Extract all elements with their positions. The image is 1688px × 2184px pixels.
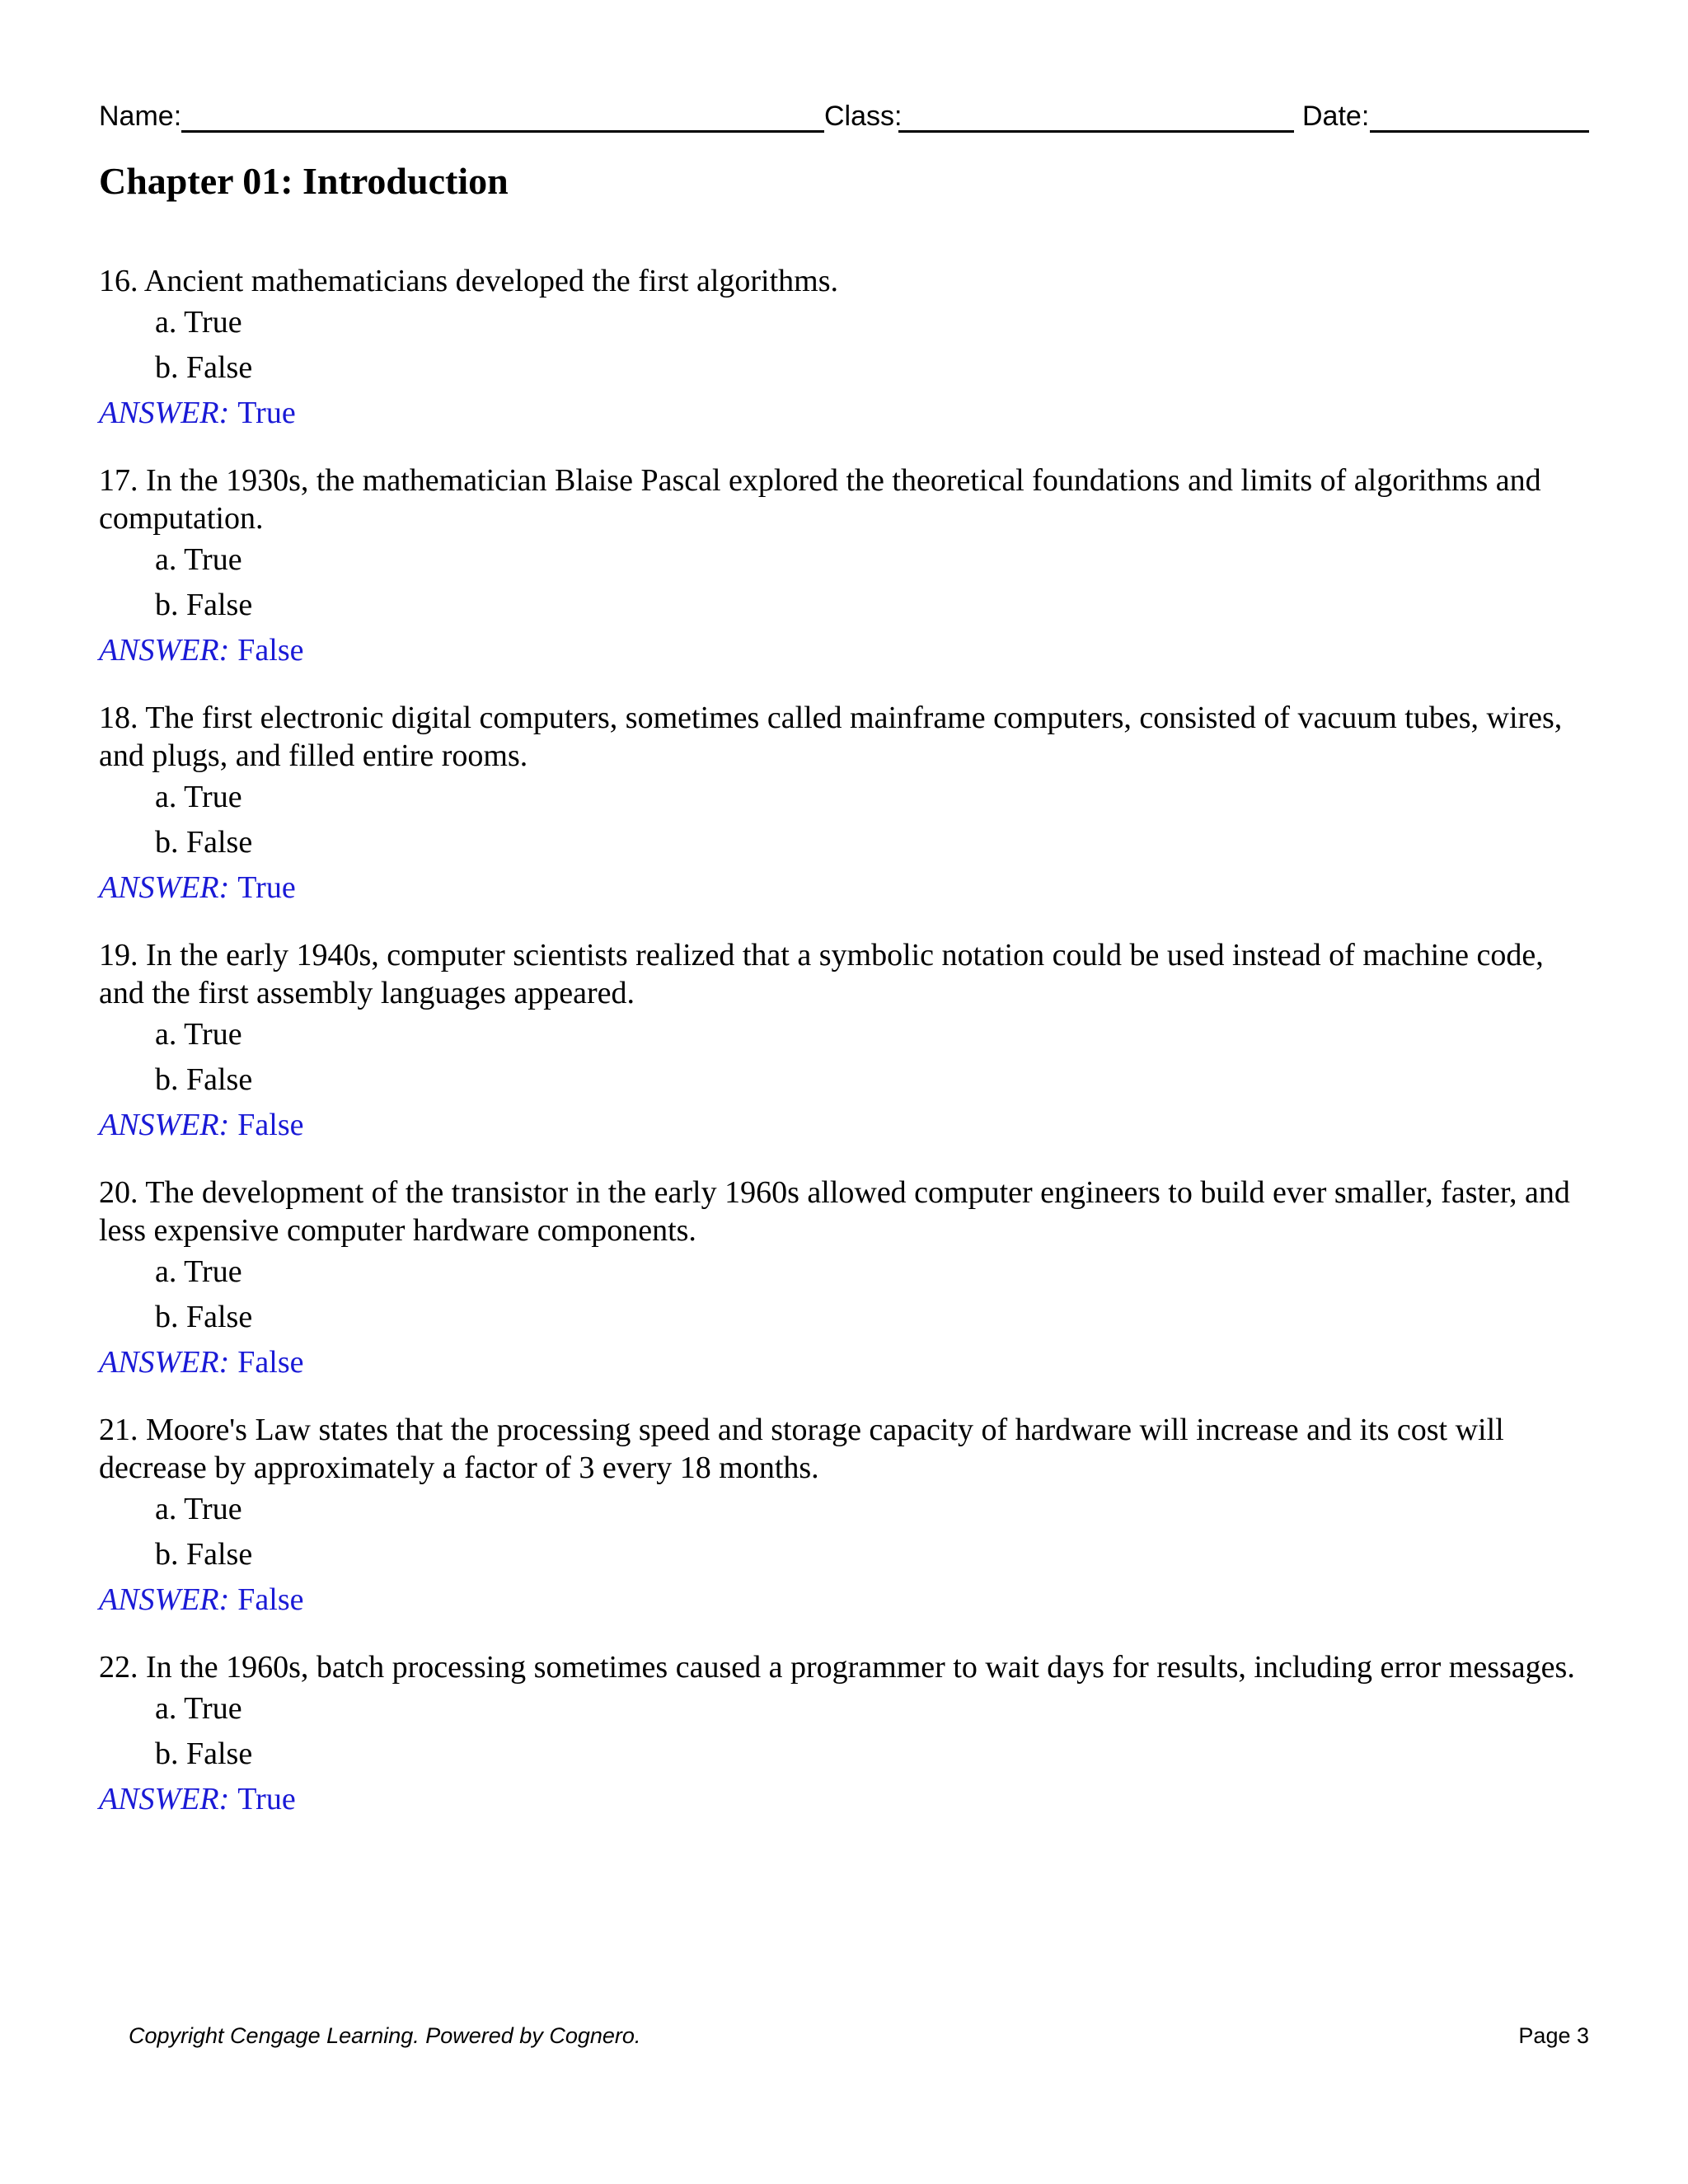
name-blank <box>181 130 824 133</box>
answer-line <box>99 1103 1589 1147</box>
question-item <box>99 462 1589 673</box>
answer-line <box>99 1777 1589 1821</box>
question-number: 22. <box>99 1650 138 1685</box>
option-b: b. False <box>155 350 253 385</box>
answer-value: True <box>237 870 296 905</box>
answer-line <box>99 628 1589 673</box>
question-number: 17. <box>99 463 138 498</box>
copyright-notice: Copyright Cengage Learning. Powered by Cognero. <box>129 2023 641 2048</box>
question-number: 16. <box>99 264 138 298</box>
option-b: b. False <box>155 1300 253 1334</box>
page-footer <box>129 2019 1589 2052</box>
question-number: 19. <box>99 938 138 972</box>
question-body: The development of the transistor in the early 1960s allowed computer engineers to build ever smaller, faster, and less expensive computer hardware components. <box>99 1175 1570 1248</box>
answer-line <box>99 391 1589 435</box>
question-text <box>99 462 1589 537</box>
name-label: Name: <box>99 101 182 132</box>
question-number: 20. <box>99 1175 138 1210</box>
question-item <box>99 1411 1589 1622</box>
option-a: a. True <box>155 1492 242 1526</box>
option-b: b. False <box>155 825 253 860</box>
question-body: In the 1960s, batch processing sometimes caused a programmer to wait days for results, including error messages. <box>146 1650 1575 1685</box>
answer-label: ANSWER: <box>99 1782 230 1816</box>
answer-label: ANSWER: <box>99 633 230 668</box>
answer-value: False <box>237 1345 304 1380</box>
question-number: 21. <box>99 1413 138 1447</box>
answer-line <box>99 1340 1589 1385</box>
question-item <box>99 262 1589 435</box>
option-b: b. False <box>155 1736 253 1771</box>
answer-label: ANSWER: <box>99 1108 230 1142</box>
question-text <box>99 699 1589 775</box>
question-text <box>99 1174 1589 1249</box>
answer-value: False <box>237 633 304 668</box>
question-body: The first electronic digital computers, sometimes called mainframe computers, consisted of vacuum tubes, wires, and plugs, and filled entire rooms. <box>99 701 1563 773</box>
option-a: a. True <box>155 542 242 577</box>
question-item <box>99 936 1589 1147</box>
answer-value: False <box>237 1582 304 1617</box>
question-text <box>99 1648 1589 1686</box>
answer-line <box>99 1577 1589 1622</box>
answer-label: ANSWER: <box>99 396 230 430</box>
answer-value: True <box>237 1782 296 1816</box>
class-label: Class: <box>824 101 903 132</box>
answer-label: ANSWER: <box>99 1582 230 1617</box>
question-text <box>99 262 1589 300</box>
student-info-header <box>99 96 1589 137</box>
question-item <box>99 1174 1589 1385</box>
question-list <box>99 262 1589 1848</box>
page-number: Page 3 <box>1518 2023 1589 2048</box>
option-a: a. True <box>155 1691 242 1726</box>
question-body: Moore's Law states that the processing speed and storage capacity of hardware will increase and its cost will decrease by approximately a factor of 3 every 18 months. <box>99 1413 1504 1485</box>
date-label: Date: <box>1302 101 1370 132</box>
option-a: a. True <box>155 780 242 814</box>
answer-label: ANSWER: <box>99 870 230 905</box>
question-text <box>99 1411 1589 1487</box>
date-blank <box>1370 130 1589 133</box>
answer-value: False <box>237 1108 304 1142</box>
option-a: a. True <box>155 305 242 340</box>
option-a: a. True <box>155 1017 242 1052</box>
option-b: b. False <box>155 1062 253 1097</box>
question-number: 18. <box>99 701 138 735</box>
answer-line <box>99 865 1589 910</box>
option-a: a. True <box>155 1254 242 1289</box>
option-b: b. False <box>155 588 253 622</box>
question-text <box>99 936 1589 1012</box>
answer-value: True <box>237 396 296 430</box>
answer-label: ANSWER: <box>99 1345 230 1380</box>
question-body: Ancient mathematicians developed the first algorithms. <box>143 264 838 298</box>
question-body: In the 1930s, the mathematician Blaise Pascal explored the theoretical foundations and limits of algorithms and computation. <box>99 463 1541 536</box>
question-item <box>99 699 1589 910</box>
chapter-title: Chapter 01: Introduction <box>99 160 509 202</box>
class-blank <box>898 130 1294 133</box>
option-b: b. False <box>155 1537 253 1572</box>
question-body: In the early 1940s, computer scientists realized that a symbolic notation could be used instead of machine code, and the first assembly languages appeared. <box>99 938 1544 1010</box>
question-item <box>99 1648 1589 1821</box>
